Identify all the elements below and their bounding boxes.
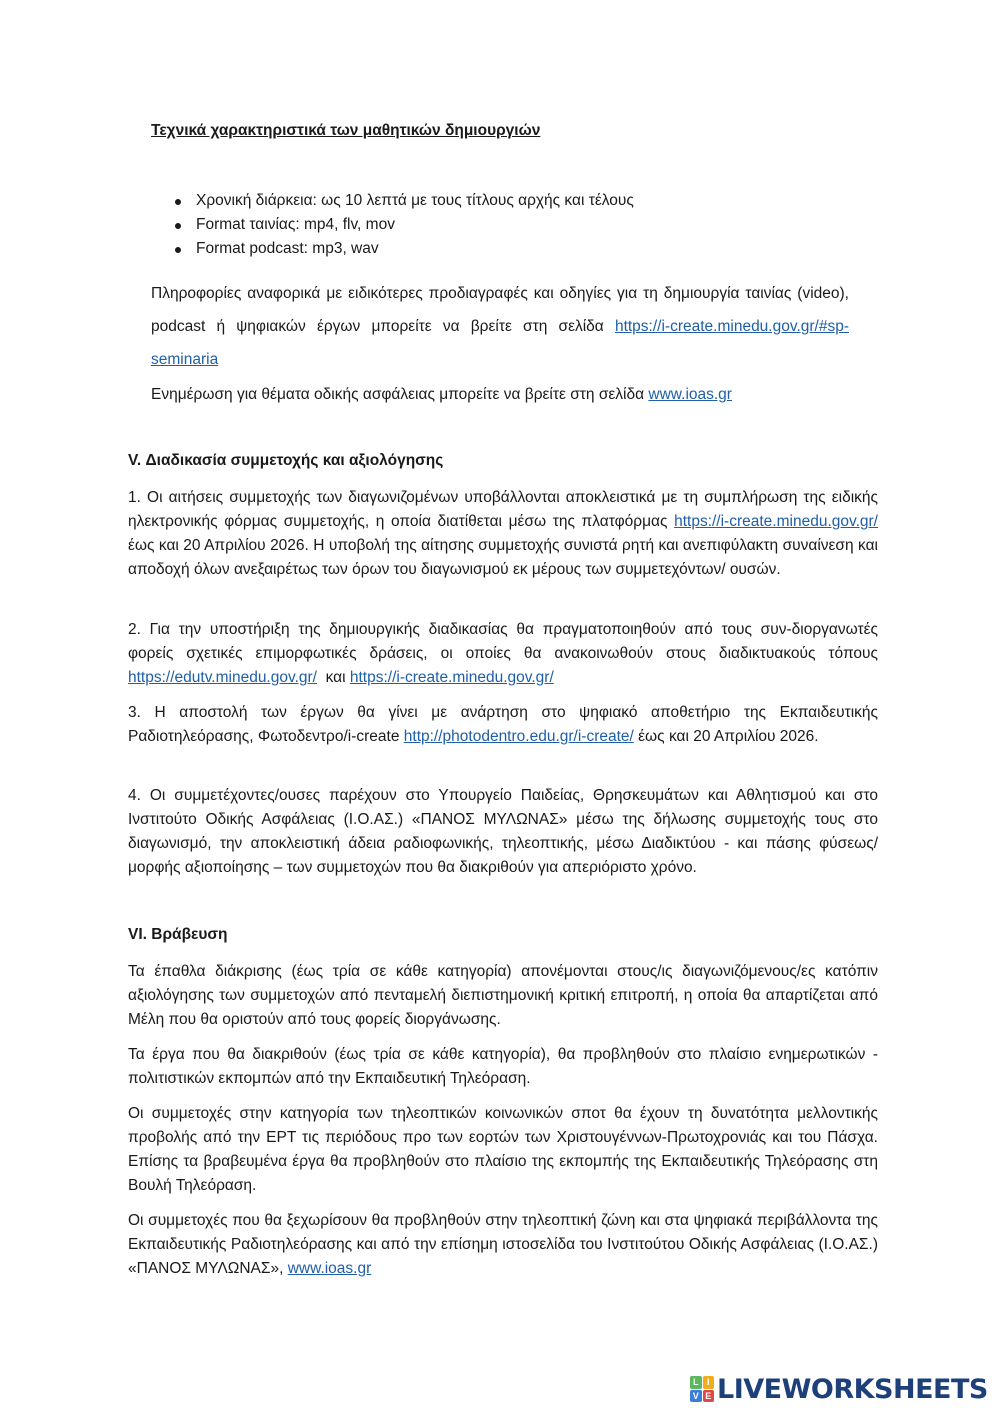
section-vi-paragraph-1: Τα έπαθλα διάκρισης (έως τρία σε κάθε κατηγορία) απονέμονται στους/ις διαγωνιζόμενους/ες κατόπιν αξιολόγησης των συμμετοχών από πενταμελή διεπιστημονική κριτική επιτροπή, η οποία θα απαρτίζεται από Μέλη που θα οριστούν από τους φορείς διοργάνωσης. bbox=[128, 963, 878, 1028]
tech-section-title: Τεχνικά χαρακτηριστικά των μαθητικών δημιουργιών bbox=[151, 122, 541, 139]
p2-text-mid: και bbox=[316, 669, 350, 686]
p3-text-b: έως και 20 Απριλίου 2026. bbox=[633, 728, 819, 745]
ioas-link-2[interactable]: www.ioas.gr bbox=[287, 1260, 372, 1277]
bullet-duration: Χρονική διάρκεια: ως 10 λεπτά με τους τίτλους αρχής και τέλους bbox=[172, 189, 634, 213]
logo-letter-e: E bbox=[703, 1390, 715, 1403]
live-grid-icon bbox=[690, 1376, 714, 1402]
section-v-paragraph-2 bbox=[128, 618, 878, 690]
icreate-link[interactable]: https://i-create.minedu.gov.gr/ bbox=[674, 513, 878, 530]
section-v-paragraph-1 bbox=[128, 486, 878, 582]
logo-wordmark: LIVEWORKSHEETS bbox=[717, 1373, 988, 1405]
logo-letter-l: L bbox=[690, 1376, 702, 1389]
section-vi-paragraph-4 bbox=[128, 1209, 878, 1281]
section-v-paragraph-4: 4. Οι συμμετέχοντες/ουσες παρέχουν στο Υπουργείο Παιδείας, Θρησκευμάτων και Αθλητισμού και στο Ινστιτούτο Οδικής Ασφάλειας (Ι.Ο.ΑΣ.) «ΠΑΝΟΣ ΜΥΛΩΝΑΣ» μέσω της δήλωσης συμμετοχής τους στο διαγωνισμό, την αποκλειστική άδεια ραδιοφωνικής, τηλεοπτικής, μέσω Διαδικτύου - και πάσης φύσεως/ μορφής αξιοποίησης – των συμμετοχών που θα διακριθούν για απεριόριστο χρόνο. bbox=[128, 787, 878, 876]
info-paragraph bbox=[151, 277, 849, 376]
photodentro-link[interactable]: http://photodentro.edu.gr/i-create/ bbox=[403, 728, 634, 745]
tech-bullet-list bbox=[172, 189, 634, 261]
p3-text-a: 3. Η αποστολή των έργων θα γίνει με ανάρτηση στο ψηφιακό αποθετήριο της Εκπαιδευτικής Ραδιοτηλεόρασης, Φωτοδεντρο/i-create bbox=[128, 704, 878, 745]
section-vi-paragraph-3: Οι συμμετοχές στην κατηγορία των τηλεοπτικών κοινωνικών σποτ θα έχουν τη δυνατότητα μελλοντικής προβολής από την ΕΡΤ τις περιόδους προ των εορτών των Χριστουγέννων-Πρωτοχρονιάς και του Πάσχα. Επίσης τα βραβευμένα έργα θα προβληθούν στο πλαίσιο της εκπομπής της Εκπαιδευτικής Τηλεόρασης στη Βουλή Τηλεόραση. bbox=[128, 1105, 878, 1194]
info-text: Πληροφορίες αναφορικά με ειδικότερες προδιαγραφές και οδηγίες για τη δημιουργία ταινίας (video), podcast ή ψηφιακών έργων μπορείτε να βρείτε στη σελίδα bbox=[151, 285, 849, 335]
icreate-link-2[interactable]: https://i-create.minedu.gov.gr/ bbox=[349, 669, 554, 686]
seminaria-link[interactable]: https://i-create.minedu.gov.gr/#sp-seminaria bbox=[151, 318, 849, 368]
edutv-link[interactable]: https://edutv.minedu.gov.gr/ bbox=[128, 669, 317, 686]
p1-text-a: 1. Οι αιτήσεις συμμετοχής των διαγωνιζομένων υποβάλλονται αποκλειστικά με τη συμπλήρωση της ειδικής ηλεκτρονικής φόρμας συμμετοχής, η οποία διατίθεται μέσω της πλατφόρμας bbox=[128, 489, 878, 530]
section-vi-paragraph-2: Τα έργα που θα διακριθούν (έως τρία σε κάθε κατηγορία), θα προβληθούν στο πλαίσιο ενημερωτικών - πολιτιστικών εκπομπών από την Εκπαιδευτική Τηλεόραση. bbox=[128, 1046, 878, 1087]
bullet-podcast-format: Format podcast: mp3, wav bbox=[172, 237, 634, 261]
section-v-paragraph-3 bbox=[128, 701, 878, 749]
ioas-link[interactable]: www.ioas.gr bbox=[648, 386, 732, 403]
section-v-heading: V. Διαδικασία συμμετοχής και αξιολόγησης bbox=[128, 452, 444, 469]
logo-letter-v: V bbox=[690, 1390, 702, 1403]
safety-paragraph bbox=[151, 383, 732, 407]
section-vi-heading: VI. Βράβευση bbox=[128, 926, 228, 943]
bullet-video-format: Format ταινίας: mp4, flv, mov bbox=[172, 213, 634, 237]
p1-text-b: έως και 20 Απριλίου 2026. Η υποβολή της αίτησης συμμετοχής συνιστά ρητή και ανεπιφύλακτη συναίνεση και αποδοχή όλων ανεξαιρέτως των όρων του διαγωνισμού εκ μέρους των συμμετεχόντων/ ουσών. bbox=[128, 537, 878, 578]
safety-text: Ενημέρωση για θέματα οδικής ασφάλειας μπορείτε να βρείτε στη σελίδα bbox=[151, 386, 649, 403]
p2-text-a: 2. Για την υποστήριξη της δημιουργικής διαδικασίας θα πραγματοποιηθούν από τους συν-διοργανωτές φορείς σχετικές επιμορφωτικές δράσεις, οι οποίες θα ανακοινωθούν στους διαδικτυακούς τόπους bbox=[128, 621, 878, 662]
liveworksheets-logo[interactable] bbox=[690, 1374, 988, 1404]
logo-letter-i: I bbox=[703, 1376, 715, 1389]
p4-text-a: Οι συμμετοχές που θα ξεχωρίσουν θα προβληθούν στην τηλεοπτική ζώνη και στα ψηφιακά περιβάλλοντα της Εκπαιδευτικής Ραδιοτηλεόρασης και από την επίσημη ιστοσελίδα του Ινστιτούτου Οδικής Ασφάλειας (Ι.Ο.ΑΣ.) «ΠΑΝΟΣ ΜΥΛΩΝΑΣ», bbox=[128, 1212, 878, 1277]
